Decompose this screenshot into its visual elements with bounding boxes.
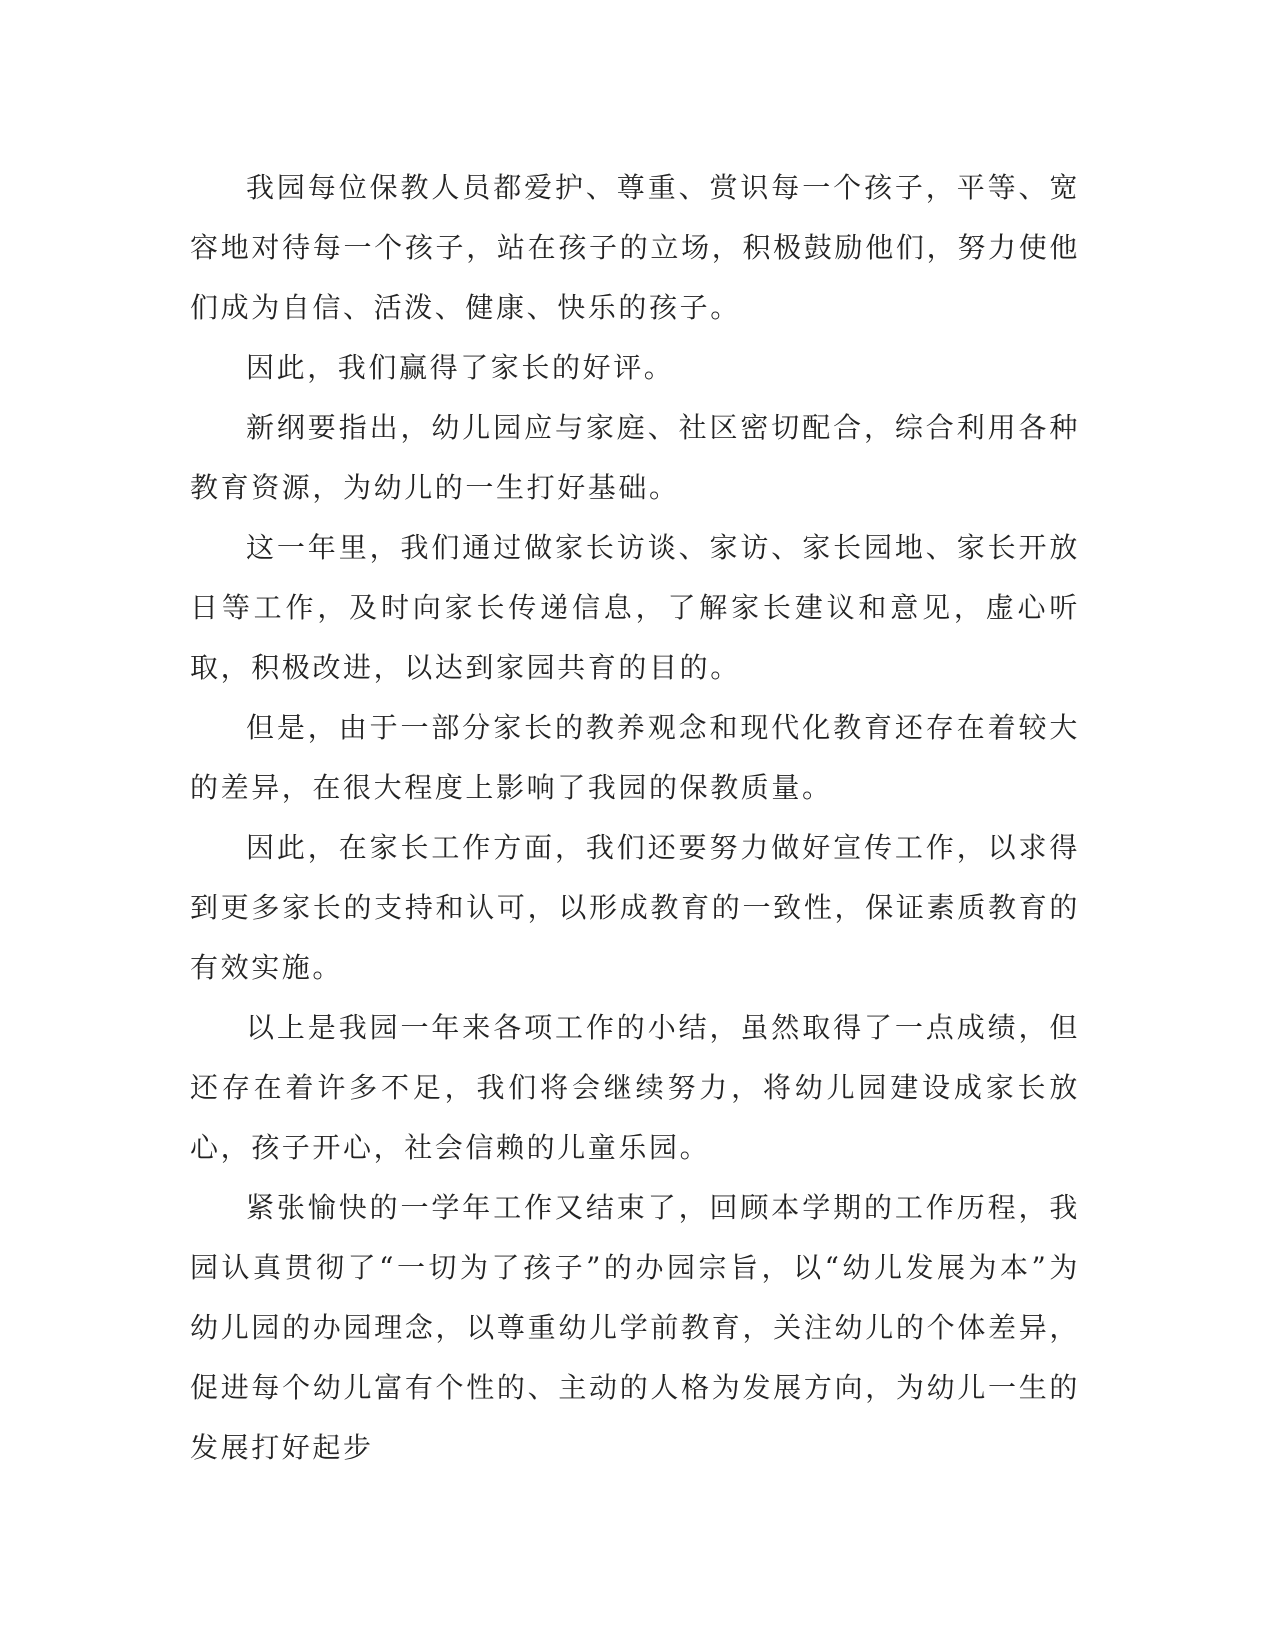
paragraph-8: 紧张愉快的一学年工作又结束了，回顾本学期的工作历程，我园认真贯彻了“一切为了孩子”的办园宗旨，以“幼儿发展为本”为幼儿园的办园理念，以尊重幼儿学前教育，关注幼儿的个体差异，促进每个幼儿富有个性的、主动的人格为发展方向，为幼儿一生的发展打好起步 [190, 1191, 1080, 1464]
paragraph-6: 因此，在家长工作方面，我们还要努力做好宣传工作，以求得到更多家长的支持和认可，以形成教育的一致性，保证素质教育的有效实施。 [190, 831, 1080, 984]
paragraph-7: 以上是我园一年来各项工作的小结，虽然取得了一点成绩，但还存在着许多不足，我们将会继续努力，将幼儿园建设成家长放心，孩子开心，社会信赖的儿童乐园。 [190, 1011, 1080, 1164]
paragraph-4: 这一年里，我们通过做家长访谈、家访、家长园地、家长开放日等工作，及时向家长传递信息，了解家长建议和意见，虚心听取，积极改进，以达到家园共育的目的。 [190, 531, 1080, 684]
paragraph-3: 新纲要指出，幼儿园应与家庭、社区密切配合，综合利用各种教育资源，为幼儿的一生打好基础。 [190, 411, 1080, 504]
paragraph-1: 我园每位保教人员都爱护、尊重、赏识每一个孩子，平等、宽容地对待每一个孩子，站在孩子的立场，积极鼓励他们，努力使他们成为自信、活泼、健康、快乐的孩子。 [190, 171, 1080, 324]
paragraph-5: 但是，由于一部分家长的教养观念和现代化教育还存在着较大的差异，在很大程度上影响了我园的保教质量。 [190, 711, 1080, 804]
paragraph-2: 因此，我们赢得了家长的好评。 [246, 351, 675, 384]
document-body [190, 158, 1080, 1478]
